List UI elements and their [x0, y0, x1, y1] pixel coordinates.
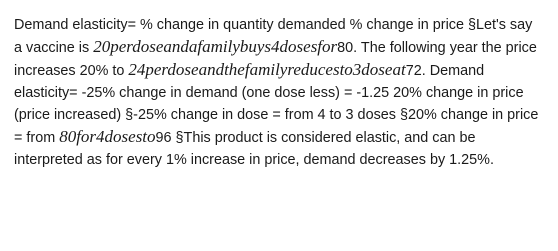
answer-text-1: Demand elasticity= % change in quantity demanded % change in price §Let's say a vaccine is: [14, 17, 533, 56]
answer-text-4: 96 §This product is considered elastic, and can be interpreted as for every 1% increase in price, demand decreases by 1.25%.: [14, 130, 494, 168]
answer-math-2: 24perdoseandthefamilyreducesto3doseat: [128, 60, 406, 79]
answer-text-3: 72. Demand elasticity= -25% change in demand (one dose less) = -1.25 20% change in price (price increased) §-25% change in dose = from 4 to 3 doses §20% change in price = from: [14, 63, 539, 146]
answer-text-2: 80. The following year the price increases 20% to: [14, 40, 537, 79]
answer-math-3: 80for4dosesto: [59, 127, 156, 146]
answer-paragraph: [14, 14, 544, 171]
answer-math-1: 20perdoseandafamilybuys4dosesfor: [93, 37, 338, 56]
